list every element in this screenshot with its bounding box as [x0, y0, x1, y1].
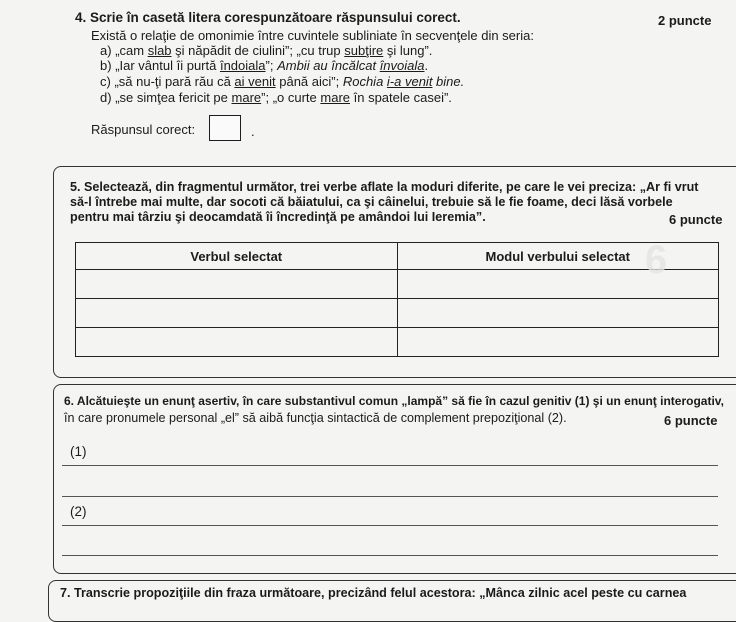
answer-line[interactable] — [62, 496, 718, 497]
q4-answer-label: Răspunsul corect: — [91, 122, 196, 137]
col-header-verb: Verbul selectat — [76, 243, 398, 270]
col-header-mode: Modul verbului selectat — [397, 243, 719, 270]
q6-points: 6 puncte — [664, 413, 718, 428]
answer-line[interactable] — [62, 525, 718, 526]
q4-option-c — [100, 74, 464, 89]
answer-line[interactable] — [62, 555, 718, 556]
q4-option-b — [100, 58, 428, 73]
q6-prompt-line2: în care pronumele personal „el” să aibă funcţia sintactică de complement prepoziţional (2). — [64, 411, 567, 425]
q7-prompt-line1: 7. Transcrie propoziţiile din fraza următoare, precizând felul acestora: „Mânca zilnic acel peste cu carnea — [60, 586, 687, 600]
faded-stamp: 6 — [645, 238, 668, 282]
verb-cell[interactable] — [76, 299, 398, 328]
option-letter: a) — [100, 43, 112, 58]
answer-period: . — [251, 124, 255, 139]
option-text: „cam slab şi năpădit de ciulini”; „cu trup subţire şi lung”. — [115, 43, 433, 58]
option-text: „să nu-ţi pară rău că ai venit până aici”; Rochia i-a venit bine. — [114, 74, 465, 89]
q5-prompt-line3: pentru mai târziu şi deocamdată îi încredinţă pe amândoi lui Ieremia”. — [70, 210, 486, 224]
answer-line[interactable] — [62, 465, 718, 466]
q5-prompt-line2: să-l întrebe mai multe, dar socoti că băiatului, ca şi câinelui, trebuie să le fie foame, deci lăsă vorbele — [70, 195, 673, 209]
table-row — [76, 299, 719, 328]
table-row — [76, 328, 719, 357]
q4-points: 2 puncte — [658, 13, 712, 28]
q6-label-1: (1) — [70, 444, 87, 459]
option-text: „se simţea fericit pe mare”; „o curte mare în spatele casei”. — [115, 90, 452, 105]
q4-option-a — [100, 43, 432, 58]
q4-answer-box[interactable] — [209, 115, 241, 141]
q4-heading: 4. Scrie în casetă litera corespunzătoare răspunsului corect. — [75, 10, 461, 25]
verb-cell[interactable] — [76, 328, 398, 357]
verb-cell[interactable] — [76, 270, 398, 299]
q6-prompt-line1: 6. Alcătuieşte un enunţ asertiv, în care substantivul comun „lampă” să fie în cazul genitiv (1) şi un enunţ interogativ, — [64, 394, 724, 408]
mode-cell[interactable] — [397, 299, 719, 328]
q4-option-d — [100, 90, 452, 105]
mode-cell[interactable] — [397, 328, 719, 357]
option-letter: c) — [100, 74, 111, 89]
q4-intro: Există o relaţie de omonimie între cuvintele subliniate în secvenţele din seria: — [91, 28, 534, 43]
verb-table — [75, 242, 719, 357]
table-row — [76, 270, 719, 299]
q5-prompt-line1: 5. Selectează, din fragmentul următor, trei verbe aflate la moduri diferite, pe care le vei preciza: „Ar fi vrut — [70, 180, 699, 194]
option-text: „Iar vântul îi purtă îndoiala”; Ambii au încălcat învoiala. — [115, 58, 429, 73]
option-letter: d) — [100, 90, 112, 105]
q5-points: 6 puncte — [669, 212, 723, 227]
q6-label-2: (2) — [70, 504, 87, 519]
option-letter: b) — [100, 58, 112, 73]
mode-cell[interactable] — [397, 270, 719, 299]
